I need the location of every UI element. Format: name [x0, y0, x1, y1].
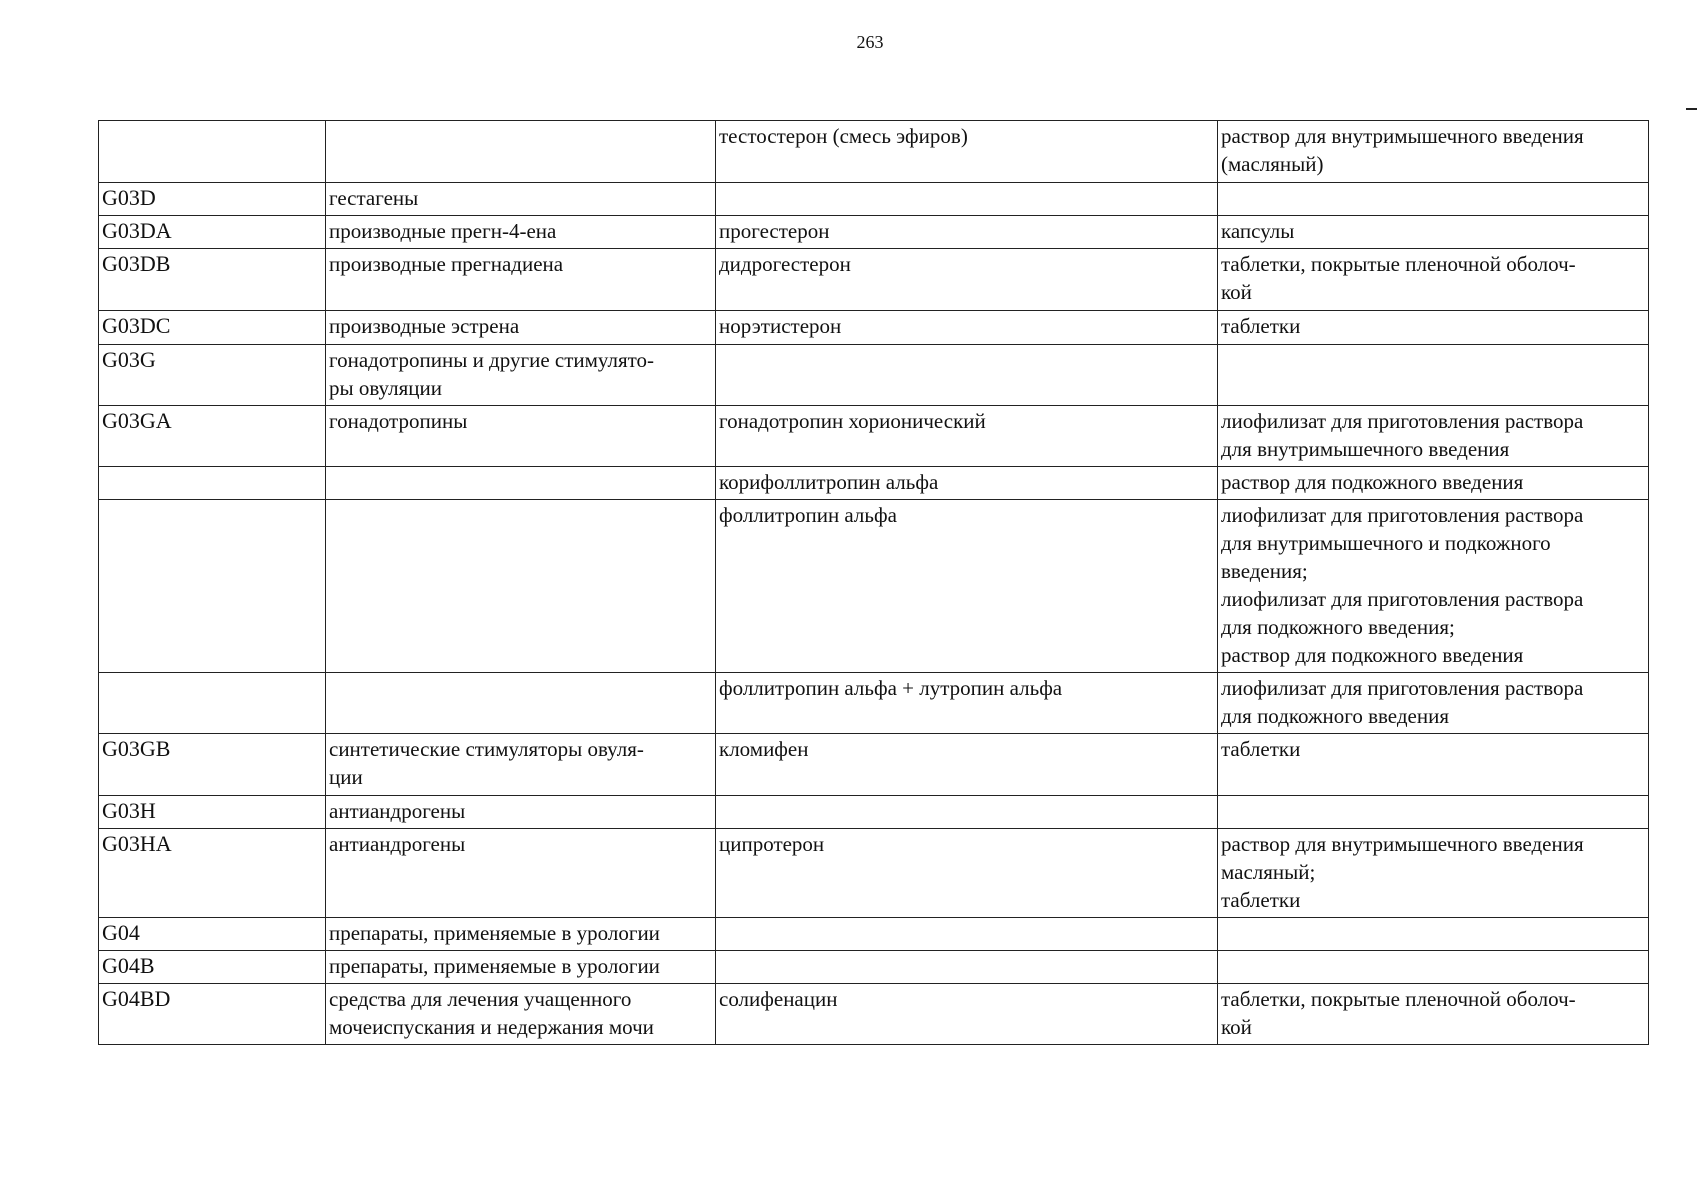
group-name-cell: [326, 984, 716, 1045]
cell-line: гонадотропин хорионический: [719, 409, 986, 433]
table-row: [99, 734, 1649, 796]
cell-line: таблетки, покрытые пленочной оболоч-: [1221, 252, 1576, 276]
cell-line: капсулы: [1221, 219, 1295, 243]
cell-line: прогестерон: [719, 219, 830, 243]
cell-line: таблетки: [1221, 737, 1301, 761]
dosage-form-cell: [1218, 216, 1649, 249]
cell-line: раствор для внутримышечного введения: [1221, 832, 1584, 856]
cell-line: солифенацин: [719, 987, 838, 1011]
cell-line: ры овуляции: [329, 376, 442, 400]
table-row: [99, 829, 1649, 918]
group-name-cell: [326, 673, 716, 734]
cell-line: раствор для внутримышечного введения: [1221, 124, 1584, 148]
cell-line: гонадотропины: [329, 409, 468, 433]
drug-name-cell: [716, 829, 1218, 918]
group-name-cell: [326, 121, 716, 183]
atc-code-cell: G03DA: [99, 216, 326, 249]
cell-line: антиандрогены: [329, 832, 466, 856]
drug-name-cell: [716, 467, 1218, 500]
table-row: [99, 673, 1649, 734]
atc-code-cell: [99, 500, 326, 673]
group-name-cell: [326, 183, 716, 216]
cell-line: производные прегн-4-ена: [329, 219, 557, 243]
table-body: [99, 121, 1649, 1045]
group-name-cell: [326, 500, 716, 673]
table-row: [99, 183, 1649, 216]
dosage-form-cell: [1218, 951, 1649, 984]
cell-line: дидрогестерон: [719, 252, 851, 276]
cell-line: гестагены: [329, 186, 419, 210]
atc-code-cell: G03DB: [99, 249, 326, 311]
group-name-cell: [326, 249, 716, 311]
drug-name-cell: [716, 183, 1218, 216]
cell-line: раствор для подкожного введения: [1221, 470, 1524, 494]
group-name-cell: [326, 796, 716, 829]
drug-name-cell: [716, 500, 1218, 673]
group-name-cell: [326, 311, 716, 345]
table-row: [99, 500, 1649, 673]
cell-line: норэтистерон: [719, 314, 842, 338]
cell-line: таблетки: [1221, 314, 1301, 338]
drug-name-cell: [716, 951, 1218, 984]
drug-name-cell: [716, 796, 1218, 829]
atc-code-cell: G03DC: [99, 311, 326, 345]
cell-line: лиофилизат для приготовления раствора: [1221, 587, 1584, 611]
cell-line: корифоллитропин альфа: [719, 470, 939, 494]
atc-code-cell: [99, 673, 326, 734]
group-name-cell: [326, 734, 716, 796]
group-name-cell: [326, 829, 716, 918]
cell-line: ции: [329, 765, 363, 789]
cell-line: для подкожного введения;: [1221, 615, 1455, 639]
table-row: [99, 345, 1649, 406]
dosage-form-cell: [1218, 311, 1649, 345]
cell-line: введения;: [1221, 559, 1308, 583]
cell-line: фоллитропин альфа + лутропин альфа: [719, 676, 1063, 700]
group-name-cell: [326, 406, 716, 467]
table-row: [99, 406, 1649, 467]
group-name-cell: [326, 951, 716, 984]
dosage-form-cell: [1218, 249, 1649, 311]
dosage-form-cell: [1218, 673, 1649, 734]
cell-line: кой: [1221, 1015, 1252, 1039]
drug-name-cell: [716, 311, 1218, 345]
dosage-form-cell: [1218, 345, 1649, 406]
drug-name-cell: [716, 673, 1218, 734]
table-row: [99, 467, 1649, 500]
atc-code-cell: G03G: [99, 345, 326, 406]
dosage-form-cell: [1218, 796, 1649, 829]
drug-name-cell: [716, 121, 1218, 183]
cell-line: средства для лечения учащенного: [329, 987, 632, 1011]
cell-line: гонадотропины и другие стимулято-: [329, 348, 655, 372]
cell-line: лиофилизат для приготовления раствора: [1221, 409, 1584, 433]
table-row: [99, 918, 1649, 951]
table-row: [99, 311, 1649, 345]
dosage-form-cell: [1218, 984, 1649, 1045]
atc-code-cell: G04: [99, 918, 326, 951]
cell-line: для подкожного введения: [1221, 704, 1449, 728]
atc-code-cell: G03HA: [99, 829, 326, 918]
dosage-form-cell: [1218, 500, 1649, 673]
drug-name-cell: [716, 734, 1218, 796]
atc-code-cell: G03GB: [99, 734, 326, 796]
cell-line: (масляный): [1221, 152, 1324, 176]
group-name-cell: [326, 467, 716, 500]
cell-line: лиофилизат для приготовления раствора: [1221, 503, 1584, 527]
drug-name-cell: [716, 345, 1218, 406]
cell-line: производные прегнадиена: [329, 252, 564, 276]
cell-line: для внутримышечного введения: [1221, 437, 1510, 461]
cell-line: мочеиспускания и недержания мочи: [329, 1015, 654, 1039]
page-number: 263: [856, 32, 884, 52]
table-row: [99, 796, 1649, 829]
drug-name-cell: [716, 918, 1218, 951]
cell-line: препараты, применяемые в урологии: [329, 954, 660, 978]
cell-line: для внутримышечного и подкожного: [1221, 531, 1551, 555]
dosage-form-cell: [1218, 918, 1649, 951]
atc-code-cell: G04B: [99, 951, 326, 984]
cell-line: фоллитропин альфа: [719, 503, 897, 527]
table-row: [99, 216, 1649, 249]
table-row: [99, 249, 1649, 311]
dosage-form-cell: [1218, 734, 1649, 796]
cell-line: кломифен: [719, 737, 809, 761]
drug-table: [98, 120, 1649, 1045]
edge-mark: [1686, 108, 1697, 110]
atc-code-cell: G03H: [99, 796, 326, 829]
drug-name-cell: [716, 249, 1218, 311]
drug-name-cell: [716, 406, 1218, 467]
cell-line: препараты, применяемые в урологии: [329, 921, 660, 945]
cell-line: антиандрогены: [329, 799, 466, 823]
drug-name-cell: [716, 216, 1218, 249]
group-name-cell: [326, 345, 716, 406]
cell-line: таблетки, покрытые пленочной оболоч-: [1221, 987, 1576, 1011]
group-name-cell: [326, 216, 716, 249]
dosage-form-cell: [1218, 121, 1649, 183]
dosage-form-cell: [1218, 183, 1649, 216]
atc-code-cell: G04BD: [99, 984, 326, 1045]
dosage-form-cell: [1218, 467, 1649, 500]
cell-line: кой: [1221, 280, 1252, 304]
cell-line: раствор для подкожного введения: [1221, 643, 1524, 667]
group-name-cell: [326, 918, 716, 951]
cell-line: синтетические стимуляторы овуля-: [329, 737, 644, 761]
cell-line: таблетки: [1221, 888, 1301, 912]
table-row: [99, 951, 1649, 984]
cell-line: тестостерон (смесь эфиров): [719, 124, 968, 148]
drug-name-cell: [716, 984, 1218, 1045]
cell-line: лиофилизат для приготовления раствора: [1221, 676, 1584, 700]
atc-code-cell: [99, 467, 326, 500]
table-row: [99, 121, 1649, 183]
dosage-form-cell: [1218, 406, 1649, 467]
atc-code-cell: [99, 121, 326, 183]
cell-line: производные эстрена: [329, 314, 520, 338]
atc-code-cell: G03GA: [99, 406, 326, 467]
atc-code-cell: G03D: [99, 183, 326, 216]
dosage-form-cell: [1218, 829, 1649, 918]
table-row: [99, 984, 1649, 1045]
cell-line: ципротерон: [719, 832, 825, 856]
cell-line: масляный;: [1221, 860, 1316, 884]
